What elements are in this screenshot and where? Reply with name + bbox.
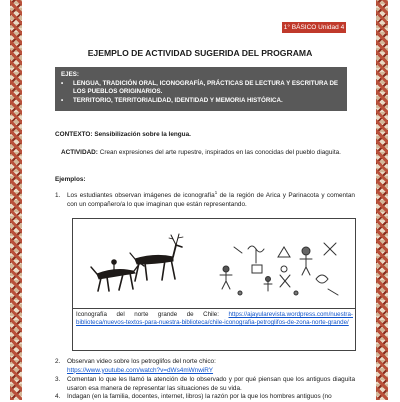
bullet-icon: • (61, 79, 64, 87)
contexto-text: Sensibilización sobre la lengua. (94, 131, 191, 138)
step-text-part: Observan video sobre los petroglifos del norte chico: (67, 358, 216, 365)
list-item (55, 358, 355, 375)
list-item (55, 376, 355, 393)
step-text (67, 358, 355, 375)
list-item (55, 189, 355, 209)
footnote-marker: 1 (214, 189, 218, 195)
step-text-part: de la región de Arica y Parinacota y comentan con un compañero/a lo que imaginan que están representando. (67, 192, 355, 208)
grade-unit-badge: 1° BÁSICO Unidad 4 (283, 24, 345, 31)
ejemplos-label: Ejemplos: (55, 176, 86, 183)
step-text (67, 189, 355, 209)
bullet-icon: • (61, 96, 64, 104)
step-number: 1. (55, 192, 61, 199)
step-text: Comentan lo que les llamó la atención de lo observado y por qué piensan que los antiguos diaguita usaron esa manera de representar las situaciones de su vida. (67, 376, 355, 392)
step-number: 3. (55, 376, 61, 383)
contexto-line (55, 131, 191, 139)
actividad-label: ACTIVIDAD: (61, 149, 98, 156)
step-text-part: Los estudiantes observan imágenes de iconografía (67, 192, 215, 199)
video-link[interactable]: https://www.youtube.com/watch?v=dWs4mWnwiRY (67, 366, 214, 374)
decorative-border-right (376, 0, 388, 400)
step-number: 2. (55, 358, 61, 365)
step-text: Indagan (en la familia, docentes, internet, libros) la razón por la que los hombres antiguos (no (67, 393, 332, 400)
ejes-heading: EJES: (61, 71, 79, 78)
list-item (55, 393, 355, 402)
petroglyph-image-figures (208, 229, 344, 305)
actividad-text: Crean expresiones del arte rupestre, inspirados en las conocidas del pueblo diaguita. (99, 149, 341, 156)
actividad-line (61, 149, 361, 157)
caption-text: Iconografía del norte grande de Chile: (76, 311, 229, 318)
contexto-label: CONTEXTO: (55, 131, 93, 138)
petroglyph-image-llamas (85, 229, 190, 305)
ejes-item-text: LENGUA, TRADICIÓN ORAL, ICONOGRAFÍA, PRÁCTICAS DE LECTURA Y ESCRITURA DE LOS PUEBLOS ORIGINARIOS. (73, 79, 339, 96)
step-number: 4. (55, 393, 61, 400)
figure-caption (76, 311, 353, 327)
ejes-box (55, 67, 347, 111)
figure-image-row (73, 219, 355, 309)
ejes-item (61, 97, 343, 105)
ejes-item-text: TERRITORIO, TERRITORIALIDAD, IDENTIDAD Y MEMORIA HISTÓRICA. (73, 96, 283, 104)
page-title: EJEMPLO DE ACTIVIDAD SUGERIDA DEL PROGRAMA (87, 48, 313, 58)
ejes-item (61, 80, 343, 97)
decorative-border-left (10, 0, 22, 400)
caption-link[interactable]: https://ajayularevista.wordpress.com/nuestra-biblioteca/nuevos-textos-para-nuestra-biblioteca/chile-iconografia-petroglifos-de-zona-norte-grande/ (76, 311, 353, 327)
figure-table (72, 218, 356, 351)
